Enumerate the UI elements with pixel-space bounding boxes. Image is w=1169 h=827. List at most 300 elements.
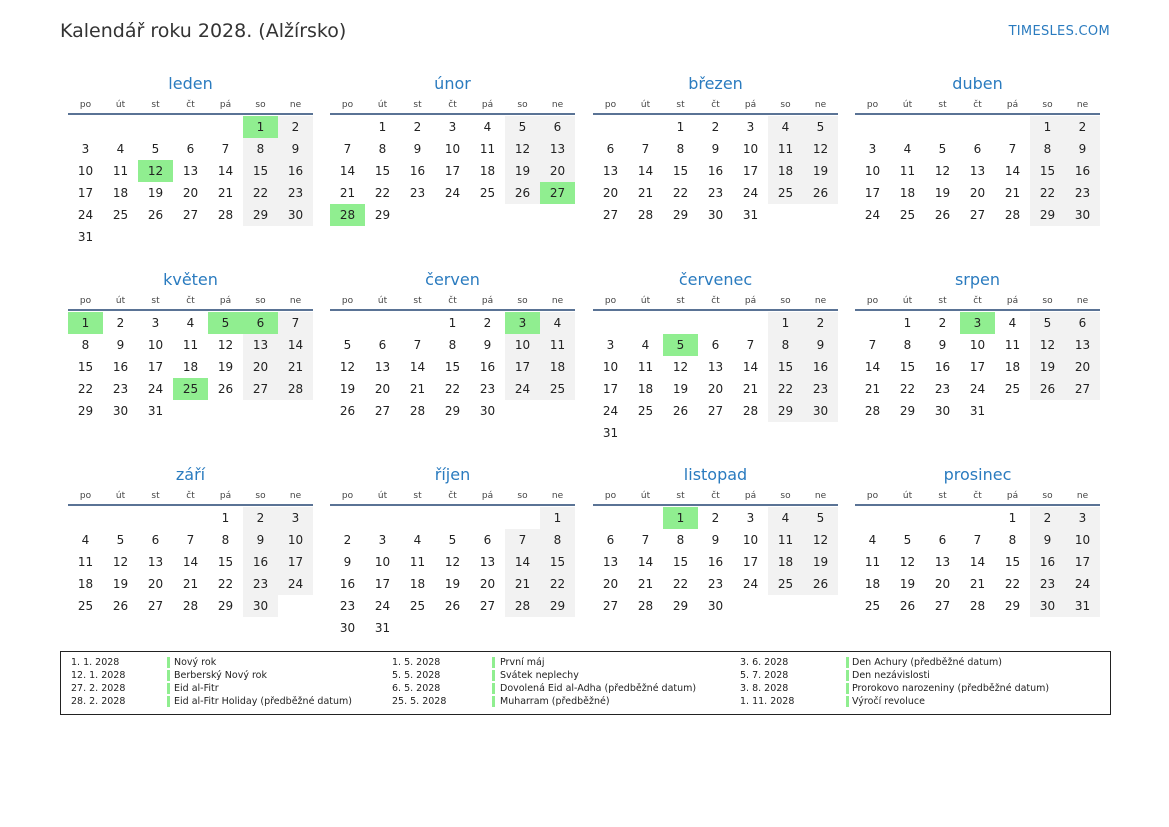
day-cell: 15 — [768, 356, 803, 378]
day-cell: 4 — [641, 338, 650, 352]
day-cell: 11 — [479, 142, 496, 156]
day-cell: 25 — [864, 599, 881, 613]
day-cell: 17 — [505, 356, 540, 378]
weekday-label: st — [938, 491, 947, 501]
day-cell: 21 — [969, 577, 986, 591]
day-cell: 26 — [672, 404, 689, 418]
weekday-label: po — [604, 491, 617, 501]
day-cell: 12 — [803, 138, 838, 160]
day-cell: 23 — [112, 382, 129, 396]
day-cell: 25 — [479, 186, 496, 200]
month-květen — [68, 268, 313, 422]
day-cell: 9 — [278, 138, 313, 160]
day-cell: 20 — [147, 577, 164, 591]
day-cell: 8 — [676, 142, 685, 156]
day-cell: 15 — [243, 160, 278, 182]
weekday-header — [330, 293, 575, 311]
day-cell: 29 — [243, 204, 278, 226]
day-cell: 28 — [1004, 208, 1021, 222]
legend-name: Muharram (předběžné) — [500, 696, 610, 707]
weekday-label: ne — [814, 100, 827, 110]
day-cell: 10 — [742, 533, 759, 547]
holiday-legend — [60, 651, 1111, 715]
day-cell: 5 — [505, 116, 540, 138]
day-cell: 23 — [803, 378, 838, 400]
day-cell: 31 — [969, 404, 986, 418]
day-cell: 8 — [540, 529, 575, 551]
day-cell: 19 — [672, 382, 689, 396]
month-leden — [68, 72, 313, 248]
day-cell: 8 — [221, 533, 230, 547]
weekday-label: čt — [711, 100, 720, 110]
legend-name: Berberský Nový rok — [174, 670, 267, 681]
day-cell: 16 — [243, 551, 278, 573]
day-cell: 31 — [374, 621, 391, 635]
day-grid — [68, 507, 313, 617]
day-cell: 31 — [77, 230, 94, 244]
day-grid — [593, 116, 838, 226]
day-cell: 2 — [711, 120, 720, 134]
day-cell: 19 — [217, 360, 234, 374]
day-cell: 14 — [969, 555, 986, 569]
day-cell: 29 — [768, 400, 803, 422]
day-cell: 3 — [448, 120, 457, 134]
day-cell: 14 — [339, 164, 356, 178]
day-cell: 16 — [479, 360, 496, 374]
weekday-label: čt — [973, 296, 982, 306]
day-cell: 22 — [374, 186, 391, 200]
legend-marker — [492, 683, 495, 694]
weekday-label: po — [866, 100, 879, 110]
month-name: listopad — [683, 465, 748, 484]
day-cell: 28 — [505, 595, 540, 617]
day-cell: 14 — [1004, 164, 1021, 178]
day-cell: 1 — [768, 312, 803, 334]
weekday-label: pá — [219, 100, 232, 110]
day-cell: 12 — [672, 360, 689, 374]
month-name: únor — [434, 74, 471, 93]
day-cell: 4 — [768, 507, 803, 529]
legend-marker — [846, 696, 849, 707]
weekday-label: so — [517, 100, 528, 110]
day-cell: 24 — [77, 208, 94, 222]
day-cell: 17 — [969, 360, 986, 374]
day-cell: 30 — [934, 404, 951, 418]
day-cell: 13 — [479, 555, 496, 569]
day-cell: 15 — [899, 360, 916, 374]
day-cell: 26 — [147, 208, 164, 222]
day-cell: 18 — [77, 577, 94, 591]
day-cell: 5 — [1030, 312, 1065, 334]
site-link[interactable]: TIMESLES.COM — [1008, 24, 1110, 39]
day-cell: 15 — [77, 360, 94, 374]
day-cell: 18 — [409, 577, 426, 591]
day-cell: 20 — [602, 577, 619, 591]
day-cell: 30 — [1030, 595, 1065, 617]
day-cell: 26 — [505, 182, 540, 204]
weekday-label: pá — [1006, 296, 1019, 306]
weekday-label: ne — [1076, 100, 1089, 110]
day-cell: 9 — [711, 533, 720, 547]
day-cell: 29 — [444, 404, 461, 418]
day-cell: 31 — [1065, 595, 1100, 617]
weekday-label: so — [780, 100, 791, 110]
day-cell: 11 — [768, 529, 803, 551]
day-cell: 6 — [186, 142, 195, 156]
day-cell: 3 — [81, 142, 90, 156]
day-cell: 19 — [803, 160, 838, 182]
day-cell: 23 — [707, 186, 724, 200]
day-cell: 10 — [864, 164, 881, 178]
day-cell: 23 — [707, 577, 724, 591]
day-cell: 4 — [413, 533, 422, 547]
day-cell: 16 — [803, 356, 838, 378]
weekday-label: po — [866, 491, 879, 501]
day-cell: 26 — [803, 573, 838, 595]
day-cell: 3 — [278, 507, 313, 529]
legend-date: 1. 1. 2028 — [71, 657, 120, 668]
day-cell: 27 — [602, 599, 619, 613]
weekday-label: pá — [481, 491, 494, 501]
day-cell: 4 — [540, 312, 575, 334]
day-cell: 25 — [637, 404, 654, 418]
day-cell: 29 — [374, 208, 391, 222]
weekday-label: st — [938, 296, 947, 306]
day-cell: 13 — [374, 360, 391, 374]
holiday-day: 3 — [505, 312, 540, 334]
day-cell: 27 — [707, 404, 724, 418]
day-cell: 30 — [278, 204, 313, 226]
day-cell: 10 — [77, 164, 94, 178]
weekday-label: po — [341, 491, 354, 501]
day-cell: 26 — [444, 599, 461, 613]
day-cell: 28 — [637, 208, 654, 222]
day-cell: 5 — [803, 116, 838, 138]
day-cell: 8 — [676, 533, 685, 547]
day-cell: 7 — [186, 533, 195, 547]
day-cell: 20 — [934, 577, 951, 591]
day-cell: 21 — [339, 186, 356, 200]
day-cell: 30 — [243, 595, 278, 617]
day-cell: 12 — [803, 529, 838, 551]
weekday-label: ne — [1076, 296, 1089, 306]
day-cell: 28 — [864, 404, 881, 418]
weekday-label: čt — [711, 491, 720, 501]
legend-date: 12. 1. 2028 — [71, 670, 126, 681]
day-cell: 27 — [147, 599, 164, 613]
day-cell: 12 — [444, 555, 461, 569]
weekday-label: st — [413, 100, 422, 110]
legend-date: 1. 11. 2028 — [740, 696, 795, 707]
day-cell: 17 — [1065, 551, 1100, 573]
day-cell: 9 — [711, 142, 720, 156]
day-cell: 6 — [606, 533, 615, 547]
day-cell: 8 — [1030, 138, 1065, 160]
day-cell: 16 — [278, 160, 313, 182]
day-cell: 15 — [540, 551, 575, 573]
day-cell: 23 — [339, 599, 356, 613]
day-cell: 1 — [903, 316, 912, 330]
day-cell: 9 — [483, 338, 492, 352]
holiday-day: 12 — [138, 160, 173, 182]
day-cell: 26 — [339, 404, 356, 418]
day-cell: 26 — [217, 382, 234, 396]
day-cell: 1 — [676, 120, 685, 134]
day-cell: 13 — [934, 555, 951, 569]
day-cell: 24 — [505, 378, 540, 400]
day-cell: 23 — [278, 182, 313, 204]
weekday-label: út — [377, 100, 388, 110]
day-cell: 16 — [112, 360, 129, 374]
day-cell: 28 — [217, 208, 234, 222]
weekday-label: čt — [711, 296, 720, 306]
legend-marker — [846, 670, 849, 681]
day-cell: 19 — [112, 577, 129, 591]
day-cell: 2 — [116, 316, 125, 330]
weekday-header — [330, 488, 575, 506]
day-cell: 30 — [1065, 204, 1100, 226]
day-cell: 24 — [1065, 573, 1100, 595]
weekday-label: ne — [551, 491, 564, 501]
month-říjen — [330, 463, 575, 639]
day-cell: 6 — [1065, 312, 1100, 334]
day-cell: 17 — [278, 551, 313, 573]
day-cell: 27 — [182, 208, 199, 222]
day-cell: 25 — [899, 208, 916, 222]
day-cell: 24 — [602, 404, 619, 418]
day-cell: 24 — [864, 208, 881, 222]
day-cell: 8 — [243, 138, 278, 160]
day-cell: 26 — [934, 208, 951, 222]
day-cell: 11 — [899, 164, 916, 178]
day-cell: 8 — [378, 142, 387, 156]
day-cell: 12 — [505, 138, 540, 160]
day-cell: 19 — [899, 577, 916, 591]
day-cell: 10 — [374, 555, 391, 569]
day-cell: 15 — [672, 555, 689, 569]
weekday-label: po — [79, 100, 92, 110]
day-cell: 20 — [374, 382, 391, 396]
day-cell: 13 — [147, 555, 164, 569]
day-cell: 14 — [217, 164, 234, 178]
day-cell: 4 — [81, 533, 90, 547]
day-grid — [593, 312, 838, 444]
legend-marker — [492, 696, 495, 707]
page-title: Kalendář roku 2028. (Alžírsko) — [60, 20, 347, 42]
day-cell: 22 — [672, 186, 689, 200]
day-cell: 23 — [1065, 182, 1100, 204]
day-cell: 16 — [1030, 551, 1065, 573]
day-cell: 21 — [637, 186, 654, 200]
weekday-label: út — [115, 100, 126, 110]
weekday-label: st — [151, 100, 160, 110]
weekday-label: pá — [744, 491, 757, 501]
day-cell: 10 — [1065, 529, 1100, 551]
weekday-label: po — [79, 296, 92, 306]
legend-date: 3. 8. 2028 — [740, 683, 789, 694]
legend-date: 5. 5. 2028 — [392, 670, 441, 681]
weekday-label: ne — [551, 100, 564, 110]
day-cell: 29 — [217, 599, 234, 613]
day-cell: 18 — [540, 356, 575, 378]
weekday-label: st — [151, 491, 160, 501]
day-cell: 17 — [374, 577, 391, 591]
day-cell: 10 — [969, 338, 986, 352]
day-cell: 12 — [899, 555, 916, 569]
day-cell: 25 — [409, 599, 426, 613]
day-cell: 13 — [182, 164, 199, 178]
month-březen — [593, 72, 838, 226]
day-cell: 1 — [1008, 511, 1017, 525]
weekday-label: pá — [481, 296, 494, 306]
day-cell: 24 — [969, 382, 986, 396]
day-cell: 4 — [186, 316, 195, 330]
day-cell: 22 — [768, 378, 803, 400]
day-cell: 2 — [803, 312, 838, 334]
day-cell: 19 — [934, 186, 951, 200]
day-cell: 16 — [409, 164, 426, 178]
legend-date: 28. 2. 2028 — [71, 696, 126, 707]
month-name: říjen — [434, 465, 471, 484]
day-cell: 7 — [221, 142, 230, 156]
day-cell: 11 — [409, 555, 426, 569]
weekday-label: út — [902, 100, 913, 110]
weekday-label: út — [640, 296, 651, 306]
day-cell: 30 — [112, 404, 129, 418]
day-cell: 27 — [479, 599, 496, 613]
day-cell: 20 — [602, 186, 619, 200]
weekday-label: út — [115, 296, 126, 306]
day-cell: 6 — [378, 338, 387, 352]
weekday-label: so — [517, 296, 528, 306]
weekday-label: po — [604, 296, 617, 306]
month-srpen — [855, 268, 1100, 422]
day-cell: 23 — [409, 186, 426, 200]
weekday-header — [855, 97, 1100, 115]
weekday-label: so — [255, 100, 266, 110]
day-cell: 13 — [1065, 334, 1100, 356]
day-cell: 11 — [864, 555, 881, 569]
day-cell: 18 — [864, 577, 881, 591]
day-cell: 1 — [221, 511, 230, 525]
day-cell: 13 — [602, 164, 619, 178]
day-cell: 12 — [934, 164, 951, 178]
month-červen — [330, 268, 575, 422]
legend-marker — [492, 670, 495, 681]
day-grid — [330, 312, 575, 422]
weekday-label: pá — [744, 100, 757, 110]
weekday-label: so — [255, 491, 266, 501]
weekday-label: čt — [448, 491, 457, 501]
legend-name: Den Achury (předběžné datum) — [852, 657, 1002, 668]
day-cell: 11 — [768, 138, 803, 160]
day-cell: 7 — [973, 533, 982, 547]
weekday-label: út — [377, 491, 388, 501]
day-cell: 4 — [868, 533, 877, 547]
day-cell: 27 — [1065, 378, 1100, 400]
day-cell: 25 — [77, 599, 94, 613]
day-cell: 12 — [1030, 334, 1065, 356]
day-cell: 28 — [969, 599, 986, 613]
day-cell: 8 — [903, 338, 912, 352]
day-cell: 9 — [1065, 138, 1100, 160]
day-cell: 21 — [182, 577, 199, 591]
weekday-label: út — [640, 491, 651, 501]
holiday-day: 3 — [960, 312, 995, 334]
weekday-label: st — [938, 100, 947, 110]
weekday-label: ne — [814, 491, 827, 501]
day-cell: 20 — [182, 186, 199, 200]
day-cell: 22 — [77, 382, 94, 396]
day-cell: 25 — [768, 182, 803, 204]
day-cell: 29 — [1030, 204, 1065, 226]
weekday-label: út — [115, 491, 126, 501]
day-cell: 20 — [540, 160, 575, 182]
day-cell: 21 — [637, 577, 654, 591]
day-cell: 26 — [899, 599, 916, 613]
weekday-label: ne — [289, 100, 302, 110]
day-cell: 11 — [1004, 338, 1021, 352]
weekday-label: po — [341, 296, 354, 306]
day-cell: 19 — [1030, 356, 1065, 378]
day-cell: 21 — [864, 382, 881, 396]
legend-date: 1. 5. 2028 — [392, 657, 441, 668]
day-cell: 6 — [938, 533, 947, 547]
weekday-label: so — [517, 491, 528, 501]
day-cell: 10 — [602, 360, 619, 374]
day-cell: 16 — [339, 577, 356, 591]
month-listopad — [593, 463, 838, 617]
day-cell: 27 — [602, 208, 619, 222]
day-cell: 24 — [742, 577, 759, 591]
weekday-label: so — [255, 296, 266, 306]
legend-name: Eid al-Fitr — [174, 683, 219, 694]
day-cell: 17 — [444, 164, 461, 178]
legend-marker — [846, 683, 849, 694]
day-cell: 22 — [1004, 577, 1021, 591]
day-cell: 7 — [868, 338, 877, 352]
day-cell: 18 — [479, 164, 496, 178]
day-cell: 24 — [147, 382, 164, 396]
day-cell: 27 — [243, 378, 278, 400]
day-cell: 3 — [1065, 507, 1100, 529]
weekday-label: čt — [448, 100, 457, 110]
day-cell: 2 — [413, 120, 422, 134]
day-cell: 11 — [637, 360, 654, 374]
day-cell: 31 — [742, 208, 759, 222]
day-cell: 18 — [182, 360, 199, 374]
day-cell: 3 — [746, 120, 755, 134]
day-cell: 30 — [803, 400, 838, 422]
weekday-label: so — [1042, 491, 1053, 501]
day-cell: 4 — [116, 142, 125, 156]
day-cell: 18 — [899, 186, 916, 200]
day-cell: 9 — [803, 334, 838, 356]
day-cell: 26 — [112, 599, 129, 613]
legend-name: Prorokovo narozeniny (předběžné datum) — [852, 683, 1050, 694]
day-cell: 21 — [742, 382, 759, 396]
weekday-label: so — [780, 491, 791, 501]
day-cell: 21 — [1004, 186, 1021, 200]
weekday-label: pá — [1006, 491, 1019, 501]
day-cell: 14 — [409, 360, 426, 374]
month-name: březen — [688, 74, 743, 93]
day-cell: 2 — [343, 533, 352, 547]
day-cell: 23 — [1030, 573, 1065, 595]
day-cell: 5 — [938, 142, 947, 156]
day-cell: 9 — [343, 555, 352, 569]
day-cell: 27 — [374, 404, 391, 418]
